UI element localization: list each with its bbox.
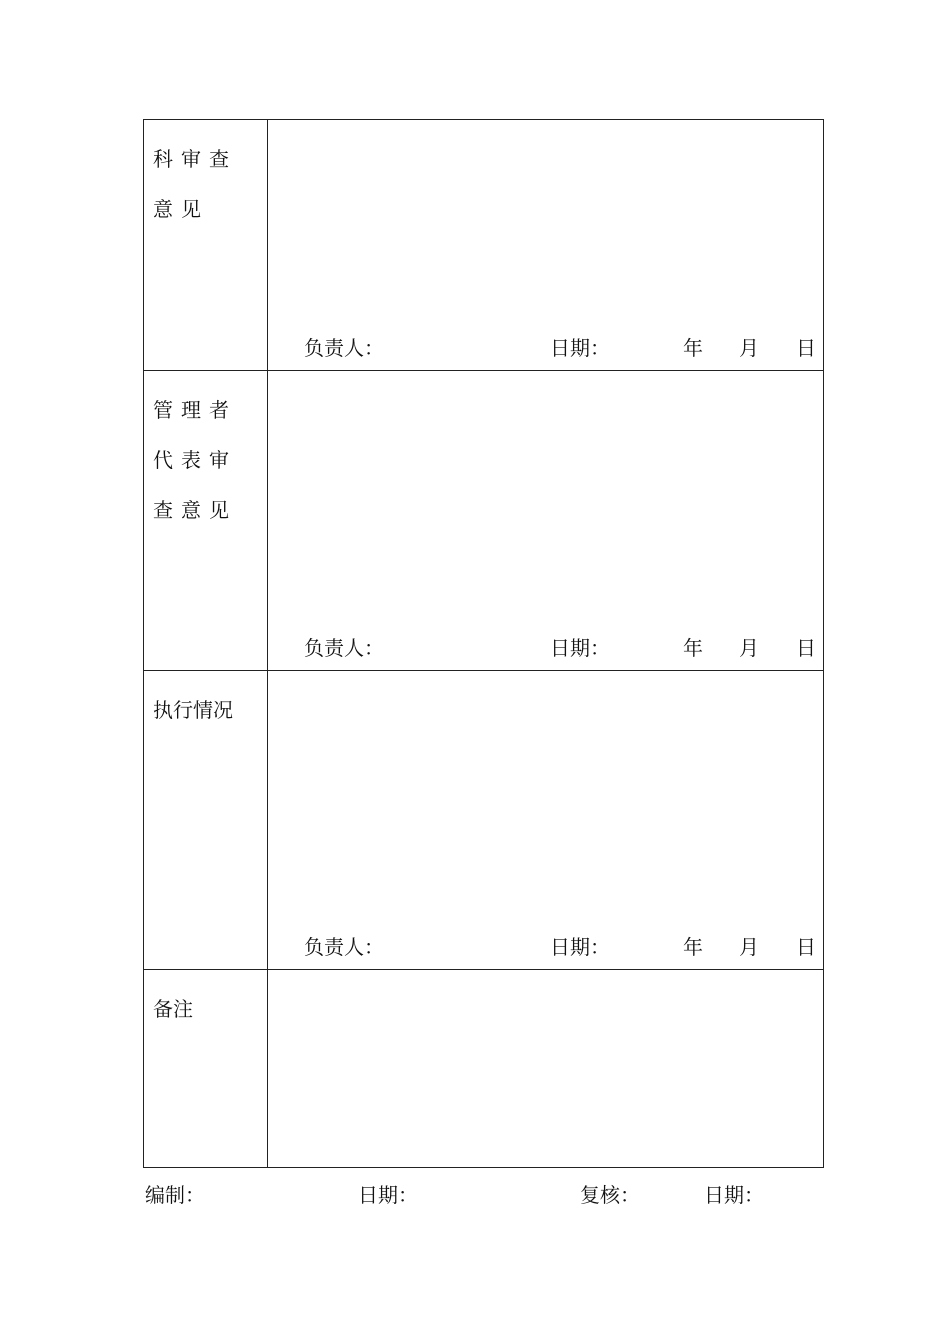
day-label: 日 <box>796 336 816 360</box>
reviewed-by-label: 复核： <box>580 1183 640 1207</box>
signature-line <box>268 334 823 362</box>
responsible-label: 负责人： <box>304 935 384 959</box>
section-label: 管理者代表审查意见 <box>153 398 237 522</box>
responsible-label: 负责人： <box>304 336 384 360</box>
day-label: 日 <box>796 636 816 660</box>
year-label: 年 <box>683 336 703 360</box>
month-label: 月 <box>739 935 759 959</box>
year-label: 年 <box>683 935 703 959</box>
section-label-cell <box>144 120 268 370</box>
month-label: 月 <box>739 636 759 660</box>
approval-form-table <box>143 119 824 1168</box>
section-label-cell <box>144 970 268 1167</box>
date-label: 日期： <box>550 336 610 360</box>
section-label-cell <box>144 671 268 969</box>
form-footer <box>143 1180 824 1210</box>
section-label: 执行情况 <box>153 698 233 722</box>
signature-line <box>268 634 823 662</box>
section-remarks <box>144 969 823 1167</box>
compiled-by-label: 编制： <box>145 1183 205 1207</box>
compiled-date-label: 日期： <box>358 1183 418 1207</box>
month-label: 月 <box>739 336 759 360</box>
date-label: 日期： <box>550 636 610 660</box>
date-label: 日期： <box>550 935 610 959</box>
section-management-review <box>144 370 823 670</box>
section-label: 科审查意见 <box>153 147 237 221</box>
section-execution-status <box>144 670 823 969</box>
reviewed-date-label: 日期： <box>704 1183 764 1207</box>
signature-line <box>268 933 823 961</box>
section-department-review <box>144 120 823 370</box>
section-label-cell <box>144 371 268 670</box>
year-label: 年 <box>683 636 703 660</box>
section-label: 备注 <box>153 997 193 1021</box>
responsible-label: 负责人： <box>304 636 384 660</box>
day-label: 日 <box>796 935 816 959</box>
